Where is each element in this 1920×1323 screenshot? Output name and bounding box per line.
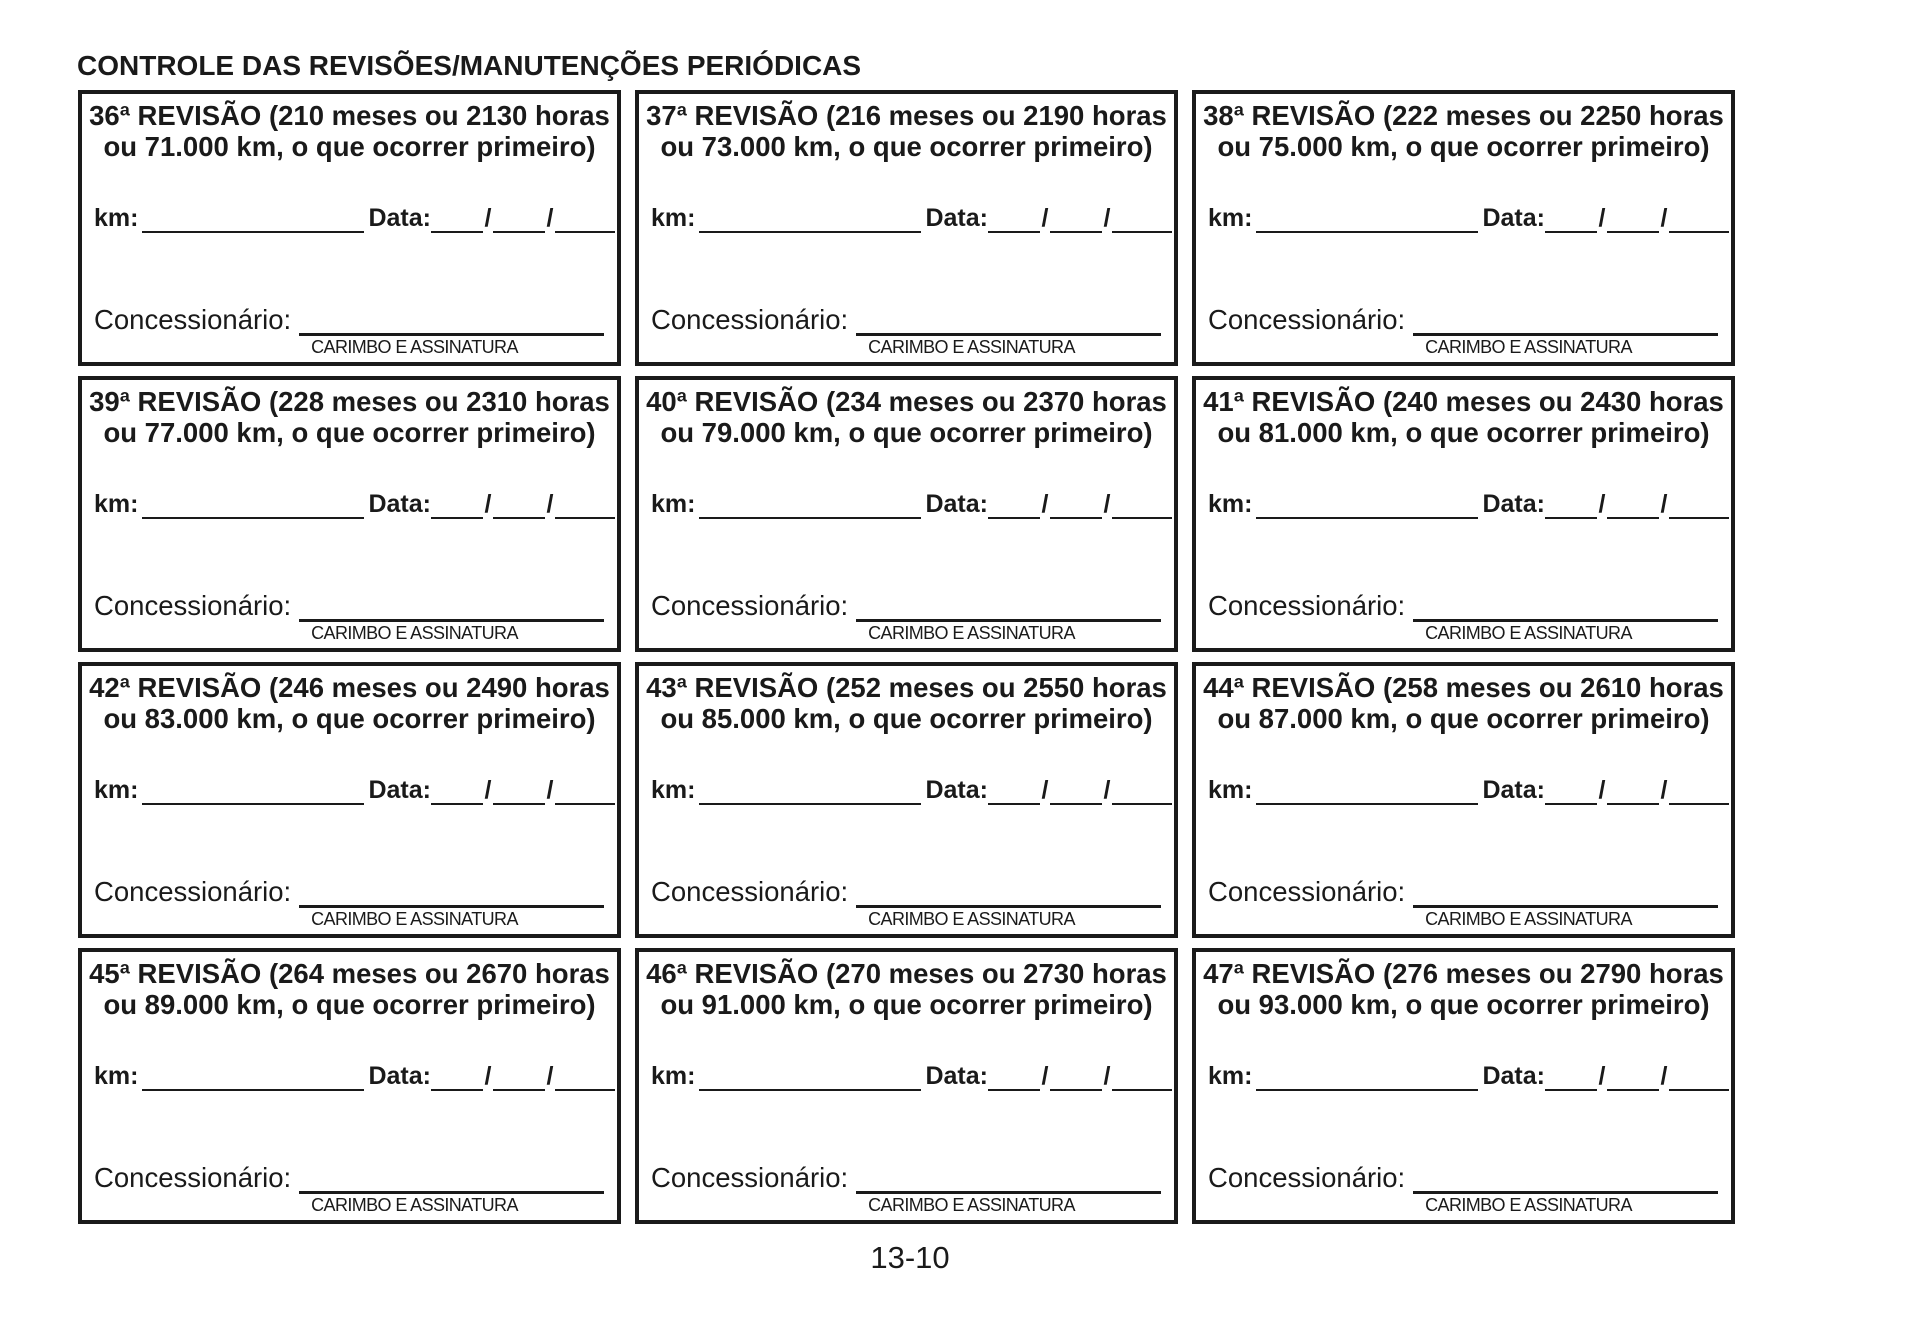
dealer-label: Concessionário: [94, 590, 292, 621]
km-field[interactable] [699, 491, 921, 519]
dealer-label: Concessionário: [94, 304, 292, 335]
km-field[interactable] [1256, 1063, 1478, 1091]
date-separator: / [546, 204, 554, 232]
revision-heading-line2: ou 73.000 km, o que ocorrer primeiro) [660, 131, 1153, 162]
date-label: Data: [925, 490, 988, 518]
date-year-field[interactable] [1112, 777, 1172, 805]
revision-heading [639, 100, 1174, 162]
date-day-field[interactable] [431, 205, 483, 233]
date-separator: / [1660, 776, 1668, 804]
date-day-field[interactable] [1545, 491, 1597, 519]
date-label: Data: [1482, 776, 1545, 804]
dealer-label: Concessionário: [1208, 304, 1406, 335]
date-month-field[interactable] [493, 205, 545, 233]
dealer-label: Concessionário: [94, 1162, 292, 1193]
revision-card [635, 90, 1178, 366]
revision-card [1192, 376, 1735, 652]
page-number: 13-10 [870, 1240, 950, 1275]
revision-heading [82, 386, 617, 448]
date-separator: / [1103, 490, 1111, 518]
date-separator: / [546, 490, 554, 518]
km-label: km: [651, 1062, 696, 1090]
dealer-label: Concessionário: [1208, 1162, 1406, 1193]
revision-heading-line1: 41ª REVISÃO (240 meses ou 2430 horas [1203, 386, 1724, 417]
km-date-row [1208, 204, 1729, 233]
date-label: Data: [1482, 490, 1545, 518]
stamp-signature-caption: CARIMBO E ASSINATURA [311, 337, 518, 357]
date-year-field[interactable] [555, 777, 615, 805]
date-year-field[interactable] [1669, 205, 1729, 233]
date-month-field[interactable] [493, 777, 545, 805]
date-separator: / [1598, 490, 1606, 518]
date-label: Data: [1482, 1062, 1545, 1090]
date-month-field[interactable] [1050, 491, 1102, 519]
km-date-row [1208, 1062, 1729, 1091]
dealer-row [94, 876, 604, 908]
date-day-field[interactable] [988, 1063, 1040, 1091]
date-label: Data: [925, 204, 988, 232]
date-month-field[interactable] [1050, 1063, 1102, 1091]
date-day-field[interactable] [431, 777, 483, 805]
dealer-label: Concessionário: [651, 876, 849, 907]
km-field[interactable] [142, 491, 364, 519]
date-day-field[interactable] [988, 205, 1040, 233]
revision-heading [82, 958, 617, 1020]
date-month-field[interactable] [1607, 205, 1659, 233]
revision-heading-line1: 45ª REVISÃO (264 meses ou 2670 horas [89, 958, 610, 989]
km-label: km: [94, 776, 139, 804]
date-separator: / [1041, 1062, 1049, 1090]
date-year-field[interactable] [1669, 777, 1729, 805]
date-year-field[interactable] [1669, 491, 1729, 519]
date-day-field[interactable] [1545, 1063, 1597, 1091]
revision-heading [1196, 100, 1731, 162]
revision-heading [1196, 386, 1731, 448]
dealer-signature-field[interactable] [299, 599, 604, 622]
revision-heading-line1: 43ª REVISÃO (252 meses ou 2550 horas [646, 672, 1167, 703]
revision-heading [1196, 958, 1731, 1020]
date-month-field[interactable] [1607, 1063, 1659, 1091]
date-separator: / [1598, 1062, 1606, 1090]
date-separator: / [1103, 776, 1111, 804]
km-date-row [1208, 490, 1729, 519]
revision-card [78, 90, 621, 366]
date-month-field[interactable] [493, 1063, 545, 1091]
km-date-row [651, 490, 1172, 519]
km-date-row [1208, 776, 1729, 805]
date-year-field[interactable] [1112, 1063, 1172, 1091]
date-year-field[interactable] [1112, 205, 1172, 233]
revision-card [78, 662, 621, 938]
revision-heading [82, 100, 617, 162]
dealer-label: Concessionário: [1208, 590, 1406, 621]
dealer-signature-field[interactable] [299, 313, 604, 336]
date-year-field[interactable] [555, 205, 615, 233]
dealer-signature-field[interactable] [1413, 313, 1718, 336]
dealer-row [94, 590, 604, 622]
dealer-row [94, 304, 604, 336]
date-day-field[interactable] [1545, 205, 1597, 233]
dealer-signature-field[interactable] [856, 885, 1161, 908]
km-label: km: [94, 1062, 139, 1090]
date-year-field[interactable] [555, 491, 615, 519]
km-label: km: [1208, 204, 1253, 232]
dealer-label: Concessionário: [94, 876, 292, 907]
date-separator: / [1660, 204, 1668, 232]
date-separator: / [484, 1062, 492, 1090]
date-day-field[interactable] [431, 491, 483, 519]
dealer-signature-field[interactable] [299, 1171, 604, 1194]
dealer-label: Concessionário: [1208, 876, 1406, 907]
date-label: Data: [925, 776, 988, 804]
dealer-label: Concessionário: [651, 590, 849, 621]
revision-heading-line1: 40ª REVISÃO (234 meses ou 2370 horas [646, 386, 1167, 417]
date-separator: / [1598, 776, 1606, 804]
revision-heading-line1: 44ª REVISÃO (258 meses ou 2610 horas [1203, 672, 1724, 703]
stamp-signature-caption: CARIMBO E ASSINATURA [868, 623, 1075, 643]
km-field[interactable] [142, 777, 364, 805]
km-label: km: [1208, 776, 1253, 804]
date-separator: / [1660, 490, 1668, 518]
date-label: Data: [1482, 204, 1545, 232]
revision-card [635, 662, 1178, 938]
dealer-row [651, 876, 1161, 908]
date-label: Data: [368, 1062, 431, 1090]
km-date-row [651, 1062, 1172, 1091]
dealer-row [1208, 876, 1718, 908]
stamp-signature-caption: CARIMBO E ASSINATURA [311, 909, 518, 929]
date-separator: / [546, 1062, 554, 1090]
revision-heading-line2: ou 71.000 km, o que ocorrer primeiro) [103, 131, 596, 162]
date-separator: / [484, 776, 492, 804]
km-date-row [94, 490, 615, 519]
stamp-signature-caption: CARIMBO E ASSINATURA [1425, 909, 1632, 929]
revision-heading [639, 672, 1174, 734]
stamp-signature-caption: CARIMBO E ASSINATURA [868, 337, 1075, 357]
km-field[interactable] [699, 205, 921, 233]
stamp-signature-caption: CARIMBO E ASSINATURA [868, 909, 1075, 929]
revision-heading [1196, 672, 1731, 734]
km-field[interactable] [1256, 205, 1478, 233]
date-year-field[interactable] [555, 1063, 615, 1091]
stamp-signature-caption: CARIMBO E ASSINATURA [868, 1195, 1075, 1215]
km-date-row [94, 776, 615, 805]
km-date-row [651, 776, 1172, 805]
date-day-field[interactable] [1545, 777, 1597, 805]
dealer-row [1208, 1162, 1718, 1194]
revision-heading-line1: 38ª REVISÃO (222 meses ou 2250 horas [1203, 100, 1724, 131]
date-separator: / [484, 490, 492, 518]
revision-heading-line2: ou 89.000 km, o que ocorrer primeiro) [103, 989, 596, 1020]
date-separator: / [1598, 204, 1606, 232]
dealer-signature-field[interactable] [856, 1171, 1161, 1194]
date-day-field[interactable] [431, 1063, 483, 1091]
date-separator: / [1041, 204, 1049, 232]
dealer-signature-field[interactable] [1413, 599, 1718, 622]
km-label: km: [651, 204, 696, 232]
date-year-field[interactable] [1669, 1063, 1729, 1091]
revision-heading-line2: ou 83.000 km, o que ocorrer primeiro) [103, 703, 596, 734]
revision-grid [78, 90, 1735, 1224]
dealer-row [651, 304, 1161, 336]
km-field[interactable] [142, 1063, 364, 1091]
date-label: Data: [368, 490, 431, 518]
revision-card [635, 948, 1178, 1224]
dealer-signature-field[interactable] [856, 599, 1161, 622]
km-label: km: [94, 490, 139, 518]
revision-heading-line1: 37ª REVISÃO (216 meses ou 2190 horas [646, 100, 1167, 131]
date-month-field[interactable] [1050, 777, 1102, 805]
revision-heading-line2: ou 85.000 km, o que ocorrer primeiro) [660, 703, 1153, 734]
dealer-signature-field[interactable] [299, 885, 604, 908]
revision-card [78, 948, 621, 1224]
dealer-row [1208, 304, 1718, 336]
revision-heading [82, 672, 617, 734]
revision-heading [639, 386, 1174, 448]
km-field[interactable] [1256, 491, 1478, 519]
dealer-row [651, 1162, 1161, 1194]
dealer-signature-field[interactable] [856, 313, 1161, 336]
revision-heading-line1: 42ª REVISÃO (246 meses ou 2490 horas [89, 672, 610, 703]
date-day-field[interactable] [988, 491, 1040, 519]
revision-heading-line1: 39ª REVISÃO (228 meses ou 2310 horas [89, 386, 610, 417]
revision-heading-line1: 36ª REVISÃO (210 meses ou 2130 horas [89, 100, 610, 131]
date-separator: / [1660, 1062, 1668, 1090]
page-title: CONTROLE DAS REVISÕES/MANUTENÇÕES PERIÓDICAS [77, 50, 862, 81]
km-date-row [94, 1062, 615, 1091]
revision-card [78, 376, 621, 652]
stamp-signature-caption: CARIMBO E ASSINATURA [1425, 1195, 1632, 1215]
date-separator: / [484, 204, 492, 232]
revision-heading-line2: ou 77.000 km, o que ocorrer primeiro) [103, 417, 596, 448]
date-label: Data: [368, 204, 431, 232]
revision-heading [639, 958, 1174, 1020]
km-label: km: [1208, 490, 1253, 518]
km-field[interactable] [142, 205, 364, 233]
km-field[interactable] [699, 1063, 921, 1091]
km-label: km: [651, 490, 696, 518]
revision-card [635, 376, 1178, 652]
km-label: km: [94, 204, 139, 232]
km-field[interactable] [699, 777, 921, 805]
dealer-label: Concessionário: [651, 1162, 849, 1193]
revision-heading-line2: ou 75.000 km, o que ocorrer primeiro) [1217, 131, 1710, 162]
revision-card [1192, 662, 1735, 938]
date-day-field[interactable] [988, 777, 1040, 805]
date-separator: / [1103, 1062, 1111, 1090]
stamp-signature-caption: CARIMBO E ASSINATURA [1425, 623, 1632, 643]
dealer-label: Concessionário: [651, 304, 849, 335]
date-month-field[interactable] [1607, 777, 1659, 805]
date-month-field[interactable] [1050, 205, 1102, 233]
revision-heading-line2: ou 81.000 km, o que ocorrer primeiro) [1217, 417, 1710, 448]
dealer-row [1208, 590, 1718, 622]
date-month-field[interactable] [1607, 491, 1659, 519]
km-label: km: [651, 776, 696, 804]
revision-card [1192, 90, 1735, 366]
km-field[interactable] [1256, 777, 1478, 805]
revision-heading-line2: ou 87.000 km, o que ocorrer primeiro) [1217, 703, 1710, 734]
stamp-signature-caption: CARIMBO E ASSINATURA [1425, 337, 1632, 357]
revision-heading-line2: ou 93.000 km, o que ocorrer primeiro) [1217, 989, 1710, 1020]
revision-card [1192, 948, 1735, 1224]
dealer-row [651, 590, 1161, 622]
date-label: Data: [368, 776, 431, 804]
dealer-signature-field[interactable] [1413, 885, 1718, 908]
revision-heading-line1: 47ª REVISÃO (276 meses ou 2790 horas [1203, 958, 1724, 989]
date-separator: / [1103, 204, 1111, 232]
date-label: Data: [925, 1062, 988, 1090]
date-separator: / [1041, 776, 1049, 804]
revision-heading-line1: 46ª REVISÃO (270 meses ou 2730 horas [646, 958, 1167, 989]
date-separator: / [1041, 490, 1049, 518]
dealer-row [94, 1162, 604, 1194]
date-separator: / [546, 776, 554, 804]
km-date-row [94, 204, 615, 233]
date-month-field[interactable] [493, 491, 545, 519]
date-year-field[interactable] [1112, 491, 1172, 519]
dealer-signature-field[interactable] [1413, 1171, 1718, 1194]
km-date-row [651, 204, 1172, 233]
stamp-signature-caption: CARIMBO E ASSINATURA [311, 623, 518, 643]
revision-heading-line2: ou 91.000 km, o que ocorrer primeiro) [660, 989, 1153, 1020]
revision-heading-line2: ou 79.000 km, o que ocorrer primeiro) [660, 417, 1153, 448]
stamp-signature-caption: CARIMBO E ASSINATURA [311, 1195, 518, 1215]
km-label: km: [1208, 1062, 1253, 1090]
